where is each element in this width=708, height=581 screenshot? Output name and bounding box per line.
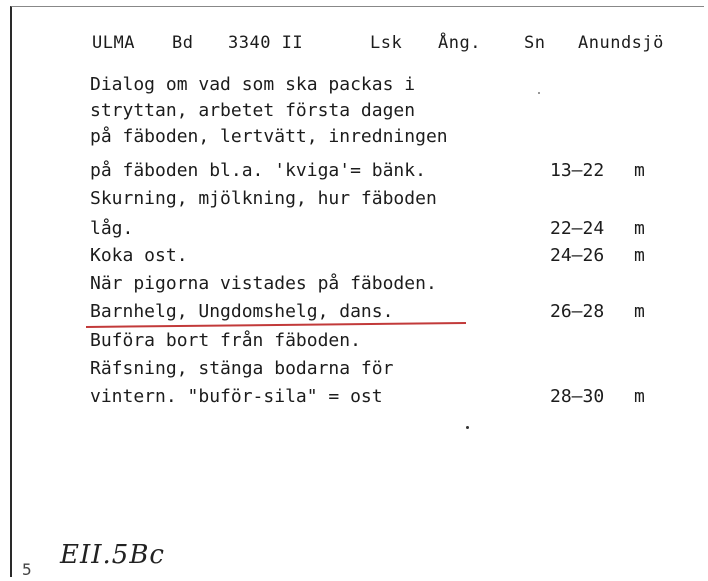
- ink-speck: [538, 92, 540, 94]
- entry-row: [90, 271, 690, 297]
- ink-dot: [466, 426, 469, 429]
- entry-unit: m: [634, 245, 645, 266]
- entry-row: [90, 158, 690, 184]
- shelf-code: Bd: [172, 33, 194, 53]
- entry-description: stryttan, arbetet första dagen: [90, 100, 416, 121]
- entry-unit: m: [634, 218, 645, 239]
- entry-description: Dialog om vad som ska packas i: [90, 74, 416, 95]
- entry-description: vintern. "buför-sila" = ost: [90, 386, 383, 407]
- entry-description: Skurning, mjölkning, hur fäboden: [90, 188, 437, 209]
- entry-range: 24–26: [550, 245, 605, 266]
- entry-row: [90, 186, 690, 212]
- entry-range: 26–28: [550, 301, 605, 322]
- entry-description: på fäboden, lertvätt, inredningen: [90, 126, 448, 147]
- handwritten-classification: EII.5Bc: [60, 540, 165, 570]
- margin-mark: 5: [22, 560, 32, 579]
- entry-description: Koka ost.: [90, 245, 188, 266]
- entry-row: [90, 328, 690, 354]
- entry-description: på fäboden bl.a. 'kviga'= bänk.: [90, 160, 426, 181]
- entry-description: När pigorna vistades på fäboden.: [90, 273, 437, 294]
- entry-row: [90, 124, 690, 150]
- entry-row: [90, 299, 690, 325]
- entry-unit: m: [634, 386, 645, 407]
- entry-range: 13–22: [550, 160, 605, 181]
- entry-unit: m: [634, 301, 645, 322]
- entry-description: låg.: [90, 218, 134, 239]
- entry-row: [90, 98, 690, 124]
- entry-unit: m: [634, 160, 645, 181]
- county-code: Lsk: [370, 33, 403, 53]
- entry-row: [90, 72, 690, 98]
- entry-description: Barnhelg, Ungdomshelg, dans.: [90, 301, 394, 322]
- parish-name: Anundsjö: [578, 33, 664, 53]
- entry-description: Buföra bort från fäboden.: [90, 330, 361, 351]
- entry-row: [90, 243, 690, 269]
- entry-row: [90, 384, 690, 410]
- entry-range: 28–30: [550, 386, 605, 407]
- entry-description: Räfsning, stänga bodarna för: [90, 358, 394, 379]
- province-code: Ång.: [438, 33, 481, 53]
- parish-label: Sn: [524, 33, 546, 53]
- entry-row: [90, 216, 690, 242]
- entry-range: 22–24: [550, 218, 605, 239]
- entry-row: [90, 356, 690, 382]
- archive-code: ULMA: [92, 33, 135, 53]
- record-number: 3340 II: [228, 33, 304, 53]
